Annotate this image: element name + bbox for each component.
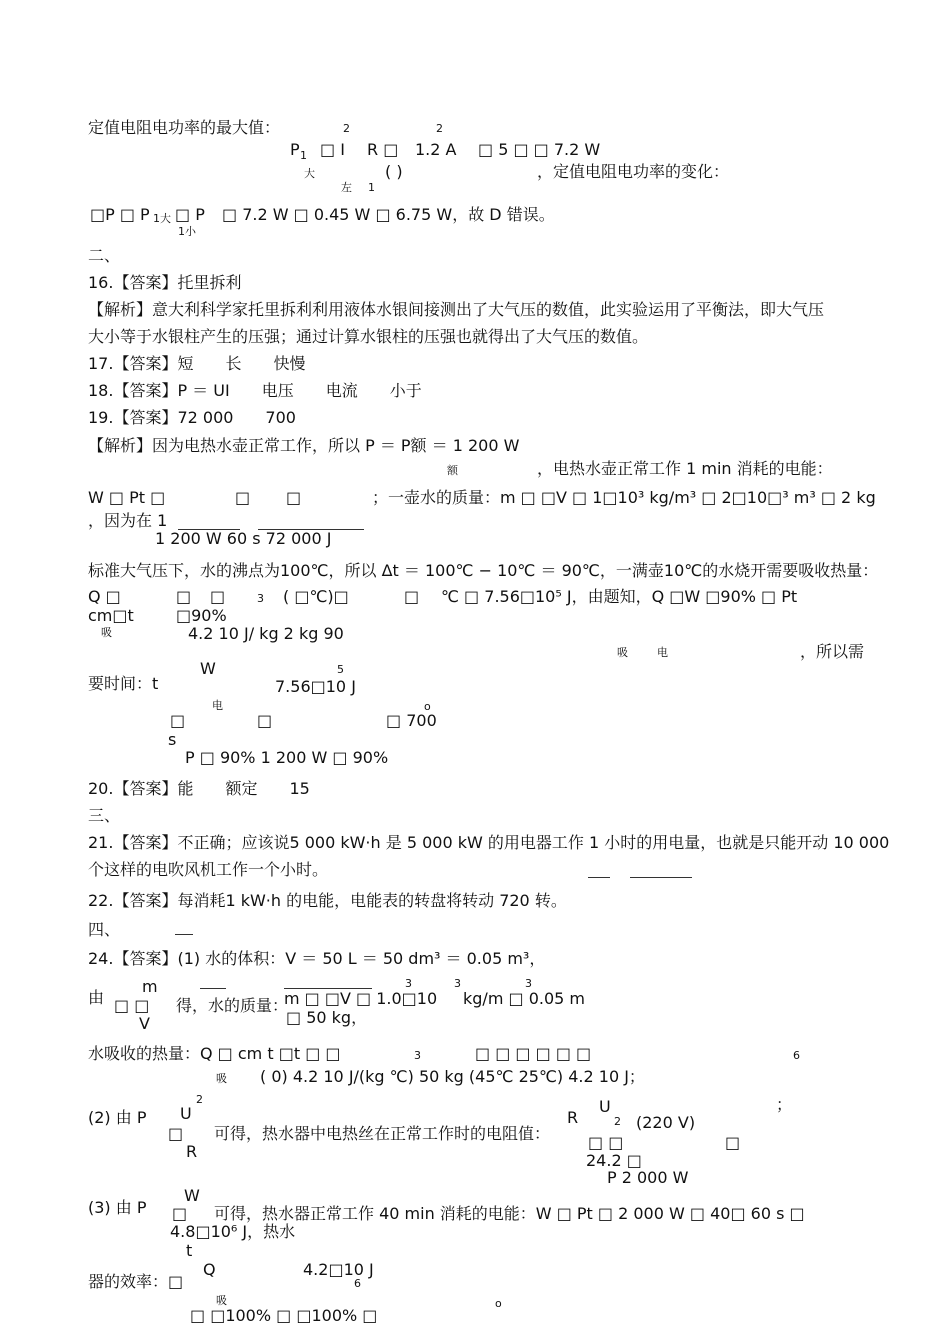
text-fragment: ，所以需 (800, 642, 865, 661)
subscript: 1 (300, 149, 307, 162)
formula-fragment: □ 50 kg， (286, 1008, 368, 1027)
formula-fragment: R □ (367, 140, 399, 159)
formula-fragment: □ (286, 488, 302, 507)
formula-fragment: □ (210, 587, 226, 606)
formula-fragment: □ (725, 1133, 741, 1152)
formula-fragment: □ □ (114, 996, 150, 1015)
answer-line: 个这样的电吹风机工作一个小时。 (88, 860, 329, 879)
formula-fragment: 水吸收的热量：Q □ cm t □t □ □ (88, 1044, 341, 1063)
text-fragment: 可得，热水器中电热丝在正常工作时的电阻值： (214, 1124, 551, 1143)
formula-fragment: □ (176, 587, 192, 606)
blank-line (630, 877, 692, 878)
formula-fragment: 1 200 W 60 s 72 000 J (155, 529, 332, 548)
formula-fragment: ；一壶水的质量：m □ □V □ 1□10³ kg/m³ □ 2□10□³ m³ □ 2 kg (372, 488, 876, 507)
formula-fragment: Q (203, 1260, 216, 1279)
formula-fragment: R (567, 1108, 579, 1127)
superscript: 3 (454, 977, 461, 990)
formula-fragment: s (168, 730, 177, 749)
text-fragment: ，电热水壶正常工作 1 min 消耗的电能： (537, 459, 833, 478)
superscript: o (495, 1297, 502, 1310)
formula-fragment: (220 V) (636, 1113, 696, 1132)
formula-fragment: □ □ □ □ □ □ (475, 1044, 592, 1063)
text-fragment: ，因为在 1 (88, 511, 168, 530)
analysis-line: 大小等于水银柱产生的压强；通过计算水银柱的压强也就得出了大气压的数值。 (88, 327, 649, 346)
formula-fragment: □ (257, 711, 273, 730)
text-line: 定值电阻电功率的最大值： (88, 118, 281, 137)
superscript: 2 (196, 1093, 203, 1106)
formula-fragment: 4.8□10⁶ J，热水 (170, 1222, 296, 1241)
formula-fragment: □90% (176, 606, 227, 625)
formula-fragment: m □ □V □ 1.0□10 (284, 989, 438, 1008)
formula-fragment: □ □100% □ □100% □ (190, 1306, 378, 1325)
formula-fragment: □ P (175, 205, 205, 224)
answer-line: 21.【答案】不正确；应该说5 000 kW·h 是 5 000 kW 的用电器工作 1 小时的用电量，也就是只能开动 10 000 (88, 833, 890, 852)
superscript: 2 (436, 122, 443, 135)
formula-fragment: R (186, 1142, 198, 1161)
analysis-line: 【解析】意大利科学家托里拆利利用液体水银间接测出了大气压的数值，此实验运用了平衡法，即大气压 (88, 300, 825, 319)
formula-fragment: P 2 000 W (607, 1168, 689, 1187)
text-fragment: 可得，热水器正常工作 40 min 消耗的电能：W □ Pt □ 2 000 W □ 40□ 60 s □ (214, 1204, 805, 1223)
formula-fragment: Q □ (88, 587, 121, 606)
text-fragment: 得，水的质量： (176, 996, 289, 1015)
section-heading: 二、 (88, 246, 121, 265)
formula-fragment: 4.2□10 J (303, 1260, 374, 1279)
superscript: 3 (414, 1049, 421, 1062)
superscript: 6 (793, 1049, 800, 1062)
subscript: 大 (304, 167, 315, 180)
formula-fragment: 4.2 10 J/ kg 2 kg 90 (188, 624, 344, 643)
subscript: 电 (657, 646, 668, 659)
formula-fragment: □ 5 □ □ 7.2 W (478, 140, 601, 159)
formula-fragment: 由 (88, 988, 105, 1007)
subscript: 吸 (101, 626, 112, 639)
formula-fragment: m (142, 977, 158, 996)
formula-fragment: □ I (320, 140, 345, 159)
formula-fragment: U (180, 1104, 192, 1123)
superscript: o (424, 700, 431, 713)
formula-fragment: ( ) (385, 162, 403, 181)
subscript: 电 (212, 699, 223, 712)
text-line: 标准大气压下，水的沸点为100℃，所以 Δt ＝ 100℃ − 10℃ ＝ 90℃，一满壶10℃的水烧开需要吸收热量： (88, 561, 879, 580)
superscript: 3 (257, 592, 264, 605)
formula-fragment: (3) 由 P (88, 1198, 147, 1217)
formula-fragment: □ 700 (386, 711, 437, 730)
answer-line: 19.【答案】72 000 700 (88, 408, 296, 427)
answer-line: 24.【答案】(1) 水的体积：V ＝ 50 L ＝ 50 dm³ ＝ 0.05 m³， (88, 949, 546, 968)
formula-fragment: U (599, 1097, 611, 1116)
superscript: 5 (337, 663, 344, 676)
subscript: 1大 (153, 212, 171, 225)
superscript: 2 (343, 122, 350, 135)
subscript: 吸 (216, 1072, 227, 1085)
formula-fragment: 7.56□10 J (275, 677, 356, 696)
formula-fragment: W (184, 1186, 200, 1205)
subscript: 吸 (216, 1294, 227, 1307)
section-heading: 四、 (88, 920, 121, 939)
formula-fragment: □ (235, 488, 251, 507)
formula-fragment: 1.2 A (415, 140, 457, 159)
superscript: 3 (525, 977, 532, 990)
formula-fragment: □ (404, 587, 420, 606)
blank-line (588, 877, 610, 878)
formula-fragment: P □ 90% 1 200 W □ 90% (185, 748, 389, 767)
formula-fragment: P (290, 140, 300, 159)
subscript: 额 (447, 464, 458, 477)
text-fragment: 要时间：t (88, 674, 159, 693)
text-fragment: ，定值电阻电功率的变化： (537, 162, 730, 181)
formula-fragment: (2) 由 P (88, 1108, 147, 1127)
text-fragment: 器的效率：□ (88, 1272, 184, 1291)
superscript: 2 (614, 1115, 621, 1128)
formula-fragment: □ □ (588, 1133, 624, 1152)
text-fragment: □ 7.2 W □ 0.45 W □ 6.75 W，故 D 错误。 (222, 205, 555, 224)
answer-line: 17.【答案】短 长 快慢 (88, 354, 306, 373)
subscript: 1 (368, 181, 375, 194)
section-heading: 三、 (88, 806, 121, 825)
formula-fragment: cm□t (88, 606, 134, 625)
answer-line: 22.【答案】每消耗1 kW·h 的电能，电能表的转盘将转动 720 转。 (88, 891, 567, 910)
formula-fragment: □ (170, 711, 186, 730)
analysis-line: 【解析】因为电热水壶正常工作，所以 P ＝ P额 ＝ 1 200 W (88, 436, 520, 455)
formula-fragment: ； (776, 1095, 793, 1114)
formula-fragment: ( 0) 4.2 10 J/(kg ℃) 50 kg (45℃ 25℃) 4.2 10 J； (260, 1067, 645, 1086)
formula-fragment: ( □℃)□ (283, 587, 349, 606)
answer-line: 18.【答案】P ＝ UI 电压 电流 小于 (88, 381, 422, 400)
subscript: 吸 (617, 646, 628, 659)
blank-line (175, 934, 193, 935)
fraction-bar (200, 988, 226, 989)
superscript: 3 (405, 977, 412, 990)
formula-fragment: 24.2 □ (586, 1151, 642, 1170)
formula-fragment: W □ Pt □ (88, 488, 166, 507)
formula-fragment: □P □ P (90, 205, 150, 224)
subscript: 左 (341, 181, 352, 194)
subscript: 1小 (178, 225, 196, 238)
formula-fragment: □ (172, 1204, 188, 1223)
formula-fragment: t (186, 1241, 193, 1260)
formula-fragment: ℃ □ 7.56□10⁵ J，由题知，Q □W □90% □ Pt (441, 587, 798, 606)
formula-fragment: W (200, 659, 216, 678)
answer-line: 16.【答案】托里拆利 (88, 273, 242, 292)
formula-fragment: kg/m □ 0.05 m (463, 989, 585, 1008)
formula-fragment: □ (168, 1124, 184, 1143)
answer-line: 20.【答案】能 额定 15 (88, 779, 310, 798)
formula-fragment: V (139, 1014, 150, 1033)
superscript: 6 (354, 1277, 361, 1290)
